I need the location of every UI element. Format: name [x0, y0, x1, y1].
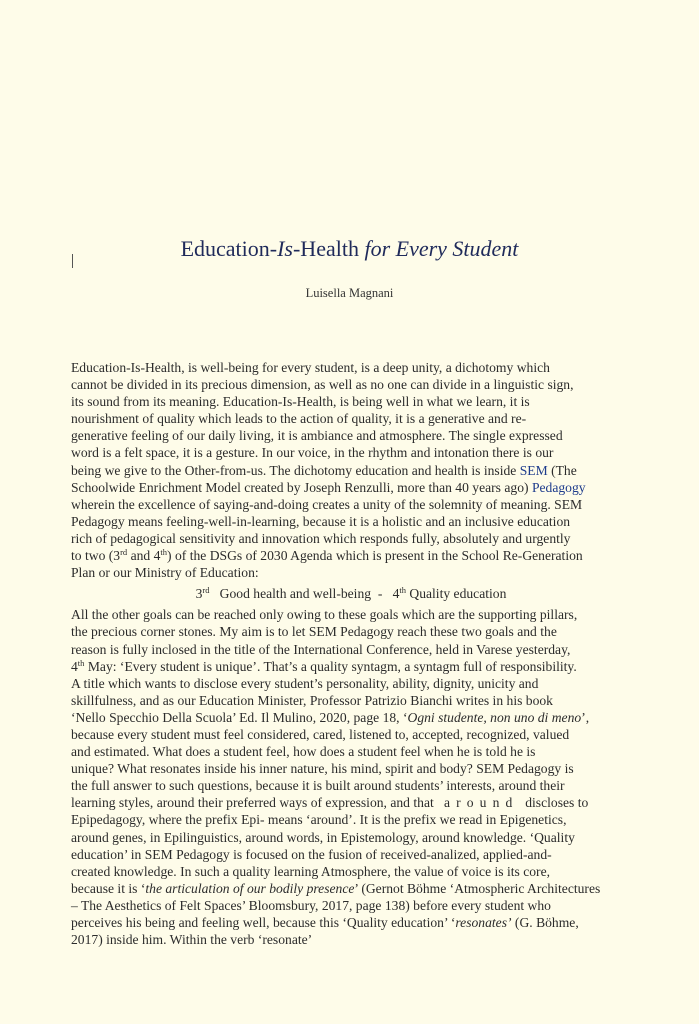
text-line: [71, 479, 631, 496]
text-line: Plan or our Ministry of Education:: [71, 565, 259, 581]
italic-quote: resonates’: [455, 915, 512, 930]
text-line: [71, 914, 631, 931]
text-line: the full answer to such questions, because it is built around students’ interests, around their: [71, 778, 565, 794]
text-line: 2017) inside him. Within the verb ‘resonate’: [71, 932, 313, 948]
paragraph-2: [71, 606, 631, 948]
text-line: around genes, in Epilinguistics, around words, in Epistemology, around knowledge. ‘Quality: [71, 829, 575, 845]
text-run: 4: [71, 658, 78, 674]
goal-text: Quality education: [405, 586, 507, 602]
title-subtitle: for Every Student: [358, 236, 519, 261]
text-line: [71, 794, 631, 811]
text-line: word is a felt space, it is a gesture. In our voice, in the rhythm and intonation there is our: [71, 445, 554, 461]
goals-line: [71, 585, 631, 602]
text-run: ) of the DSGs of 2030 Agenda which is present in the School Re-Generation: [167, 548, 583, 564]
document-title: [0, 236, 699, 262]
text-run: ‘Nello Specchio Della Scuola’ Ed. Il Mulino, 2020, page 18, ‘: [71, 709, 408, 725]
text-line: Pedagogy means feeling-well-in-learning, because it is a holistic and an inclusive education: [71, 513, 571, 529]
text-line: – The Aesthetics of Felt Spaces’ Bloomsbury, 2017, page 138) before every student who: [71, 897, 551, 913]
italic-quote: Ogni studente, non uno di meno: [407, 709, 582, 725]
text-line: [71, 709, 631, 726]
text-line: [71, 658, 631, 675]
text-run: being we give to the Other-from-us. The dichotomy education and health is inside: [71, 462, 520, 478]
text-line: unique? What resonates inside his inner nature, his mind, spirit and body? SEM Pedagogy is: [71, 761, 574, 777]
text-line: Education-Is-Health, is well-being for every student, is a deep unity, a dichotomy which: [71, 360, 550, 375]
text-run: discloses to: [518, 795, 589, 811]
text-run: ’,: [581, 709, 590, 725]
text-line: [71, 462, 631, 479]
text-run: (The: [547, 462, 577, 478]
author-name: Luisella Magnani: [305, 286, 394, 300]
text-line: and estimated. What does a student feel, how does a student feel when he is told he is: [71, 744, 536, 760]
title-part: -Health: [292, 236, 359, 261]
text-run: Schoolwide Enrichment Model created by Joseph Renzulli, more than 40 years ago): [71, 479, 532, 495]
text-line: generative feeling of our daily living, it is ambiance and atmosphere. The single expressed: [71, 428, 563, 444]
text-line: education’ in SEM Pedagogy is focused on the fusion of received-analized, applied-and-: [71, 846, 552, 862]
superscript: th: [399, 585, 406, 596]
text-run: perceives his being and feeling well, because this ‘Quality education’ ‘: [71, 915, 456, 930]
goal-text: Good health and well-being -: [209, 586, 393, 602]
text-run: learning styles, around their preferred ways of expression, and that: [71, 795, 444, 811]
paragraph-1: [71, 359, 631, 581]
text-line: All the other goals can be reached only owing to these goals which are the supporting pillars,: [71, 607, 578, 623]
text-line: [71, 547, 631, 564]
goal-number: 4: [392, 586, 400, 602]
title-part: Education-: [180, 236, 278, 261]
text-line: [71, 880, 631, 897]
text-run: and 4: [127, 548, 161, 564]
superscript: th: [77, 657, 85, 668]
text-line: reason is fully inclosed in the title of the International Conference, held in Varese yesterday,: [71, 641, 571, 657]
spaced-word: around: [443, 795, 519, 811]
text-line: rich of pedagogical sensitivity and innovation which responds fully, absolutely and urgently: [71, 530, 571, 546]
superscript: rd: [202, 585, 210, 596]
text-run: May: ‘Every student is unique’. That’s a quality syntagm, a syntagm full of responsibility.: [84, 658, 577, 674]
text-run: (G. Böhme,: [511, 915, 579, 930]
pedagogy-link[interactable]: Pedagogy: [531, 479, 586, 495]
superscript: rd: [120, 547, 128, 558]
text-line: nourishment of quality which leads to the action of quality, it is a generative and re-: [71, 411, 527, 427]
text-line: wherein the excellence of saying-and-doing creates a unity of the solemnity of meaning. SEM: [71, 496, 583, 512]
title-emphasis: Is: [277, 236, 293, 261]
text-line: because every student must feel considered, cared, listened to, accepted, recognized, valued: [71, 726, 570, 742]
text-run: ’ (Gernot Böhme ‘Atmospheric Architectures: [354, 880, 601, 896]
document-body: [71, 359, 631, 948]
text-line: skillfulness, and as our Education Minister, Professor Patrizio Bianchi writes in his book: [71, 692, 553, 708]
text-line: Epipedagogy, where the prefix Epi- means ‘around’. It is the prefix we read in Epigenetics,: [71, 812, 567, 828]
text-line: A title which wants to disclose every student’s personality, ability, dignity, unicity and: [71, 675, 539, 691]
goal-number: 3: [195, 586, 203, 602]
italic-quote: the articulation of our bodily presence: [145, 880, 355, 896]
text-run: because it is ‘: [71, 880, 146, 896]
text-line: its sound from its meaning. Education-Is-Health, is being well in what we learn, it is: [71, 394, 530, 410]
superscript: th: [160, 547, 168, 558]
text-run: to two (3: [71, 548, 121, 564]
text-line: created knowledge. In such a quality learning Atmosphere, the value of voice is its core,: [71, 863, 551, 879]
text-line: the precious corner stones. My aim is to let SEM Pedagogy reach these two goals and the: [71, 624, 557, 640]
sem-link[interactable]: SEM: [519, 462, 548, 478]
text-line: cannot be divided in its precious dimension, as well as no one can divide in a linguistic sign,: [71, 377, 574, 393]
